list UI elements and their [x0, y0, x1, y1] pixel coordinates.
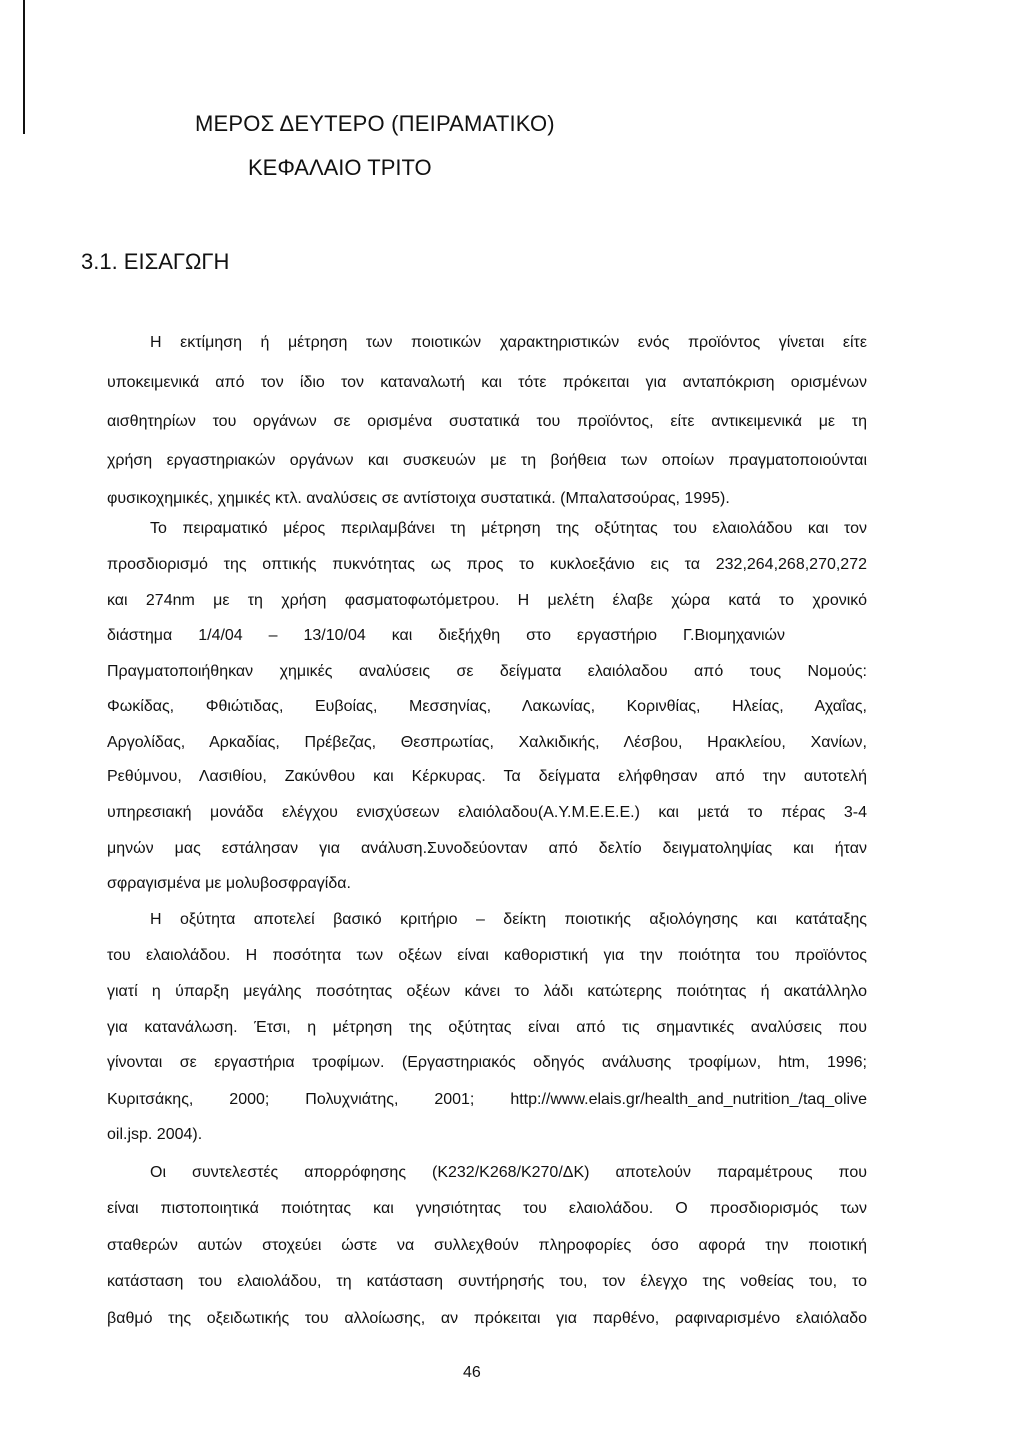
text-line: αισθητηρίων του οργάνων σε ορισμένα συστατικά του προϊόντος, είτε αντικειμενικά με τη — [107, 413, 867, 430]
text-line: υποκειμενικά από τον ίδιο τον καταναλωτή και τότε πρόκειται για ανταπόκριση ορισμένων — [107, 374, 867, 391]
text-line: Η οξύτητα αποτελεί βασικό κριτήριο – δείκτη ποιοτικής αξιολόγησης και κατάταξης — [150, 911, 867, 928]
text-line: του ελαιολάδου. Η ποσότητα των οξέων είναι καθοριστική για την ποιότητα του προϊόντος — [107, 947, 867, 964]
text-line: για κατανάλωση. Έτσι, η μέτρηση της οξύτητας είναι από τις σημαντικές αναλύσεις που — [107, 1019, 867, 1036]
text-line: φυσικοχημικές, χημικές κτλ. αναλύσεις σε αντίστοιχα συστατικά. (Μπαλατσούρας, 1995). — [107, 490, 730, 507]
text-line: Πραγματοποιήθηκαν χημικές αναλύσεις σε δείγματα ελαιόλαδου από τους Νομούς: — [107, 663, 867, 680]
section-title: 3.1. ΕΙΣΑΓΩΓΗ — [81, 249, 230, 274]
text-line: διάστημα 1/4/04 – 13/10/04 και διεξήχθη στο εργαστήριο Γ.Βιομηχανιών — [107, 627, 785, 644]
text-line: προσδιορισμό της οπτικής πυκνότητας ως προς το κυκλοεξάνιο εις τα 232,264,268,270,272 — [107, 556, 867, 573]
text-line: σφραγισμένα με μολυβοσφραγίδα. — [107, 875, 351, 892]
text-line: oil.jsp. 2004). — [107, 1126, 203, 1143]
text-line: σταθερών αυτών στοχεύει ώστε να συλλεχθούν πληροφορίες όσο αφορά την ποιοτική — [107, 1237, 867, 1254]
text-line: Ρεθύμνου, Λασιθίου, Ζακύνθου και Κέρκυρας. Τα δείγματα ελήφθησαν από την αυτοτελή — [107, 768, 867, 785]
text-line: Αργολίδας, Αρκαδίας, Πρέβεζας, Θεσπρωτίας, Χαλκιδικής, Λέσβου, Ηρακλείου, Χανίων, — [107, 734, 867, 751]
page-number: 46 — [463, 1364, 481, 1381]
text-line: Κυριτσάκης, 2000; Πολυχνιάτης, 2001; http://www.elais.gr/health_and_nutrition_/taq_olive — [107, 1091, 867, 1108]
text-line: υπηρεσιακή μονάδα ελέγχου ενισχύσεων ελαιόλαδου(Α.Υ.Μ.Ε.Ε.Ε.) και μετά το πέρας 3-4 — [107, 804, 867, 821]
text-line: γιατί η ύπαρξη μεγάλης ποσότητας οξέων κάνει το λάδι κατώτερης ποιότητας ή ακατάλληλο — [107, 983, 867, 1000]
text-line: βαθμό της οξειδωτικής του αλλοίωσης, αν πρόκειται για παρθένο, ραφιναρισμένο ελαιόλαδο — [107, 1310, 867, 1327]
text-line: Φωκίδας, Φθιώτιδας, Ευβοίας, Μεσσηνίας, Λακωνίας, Κορινθίας, Ηλείας, Αχαΐας, — [107, 698, 867, 715]
text-line: γίνονται σε εργαστήρια τροφίμων. (Εργαστηριακός οδηγός ανάλυσης τροφίμων, htm, 1996; — [107, 1054, 867, 1071]
text-line: είναι πιστοποιητικά ποιότητας και γνησιότητας του ελαιολάδου. Ο προσδιορισμός των — [107, 1200, 867, 1217]
part-title: ΜΕΡΟΣ ΔΕΥΤΕΡΟ (ΠΕΙΡΑΜΑΤΙΚΟ) — [195, 111, 555, 136]
text-line: και 274nm με τη χρήση φασματοφωτόμετρου. Η μελέτη έλαβε χώρα κατά το χρονικό — [107, 592, 867, 609]
text-line: χρήση εργαστηριακών οργάνων και συσκευών με τη βοήθεια των οποίων πραγματοποιούνται — [107, 452, 867, 469]
text-line: Το πειραματικό μέρος περιλαμβάνει τη μέτρηση της οξύτητας του ελαιολάδου και τον — [150, 520, 867, 537]
scan-edge-line — [23, 0, 25, 134]
chapter-title: ΚΕΦΑΛΑΙΟ ΤΡΙΤΟ — [248, 155, 432, 180]
text-line: Η εκτίμηση ή μέτρηση των ποιοτικών χαρακτηριστικών ενός προϊόντος γίνεται είτε — [150, 334, 867, 351]
text-line: κατάσταση του ελαιολάδου, τη κατάσταση συντήρησής του, τον έλεγχο της νοθείας του, το — [107, 1273, 867, 1290]
text-line: Οι συντελεστές απορρόφησης (Κ232/Κ268/Κ270/ΔΚ) αποτελούν παραμέτρους που — [150, 1164, 867, 1181]
text-line: μηνών μας εστάλησαν για ανάλυση.Συνοδεύονταν από δελτίο δειγματοληψίας και ήταν — [107, 840, 867, 857]
